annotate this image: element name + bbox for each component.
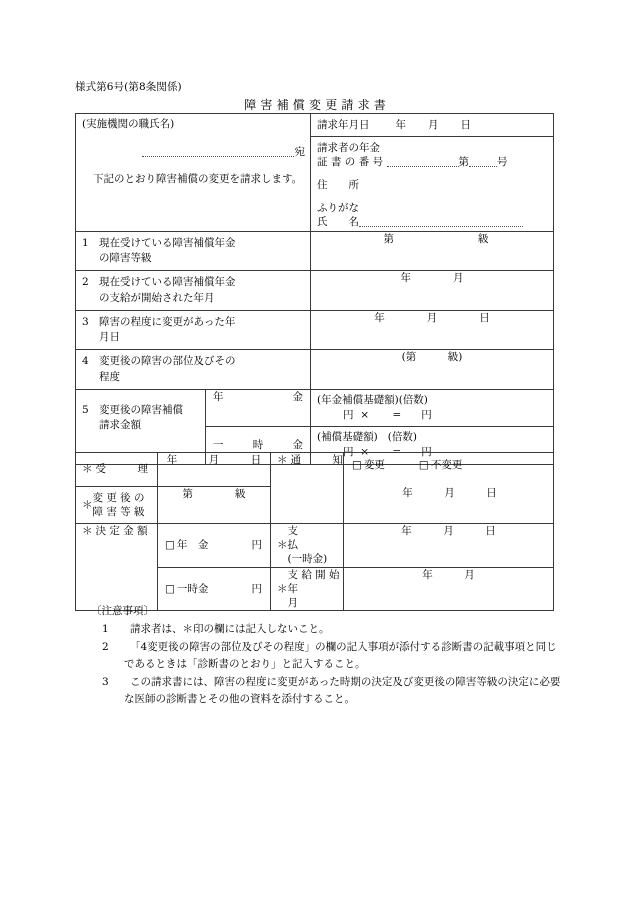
receipt-label-text: 受 理 — [95, 463, 148, 476]
table-row — [76, 524, 554, 568]
notes-section — [75, 603, 565, 708]
decision-pension-unit: 円 — [251, 539, 262, 552]
item-4-value: (第 級) — [401, 351, 463, 364]
decision-lumpsum-label: 一時金 — [176, 582, 209, 595]
addressee-dotted-line[interactable] — [142, 145, 294, 157]
decision-pension-cell[interactable] — [158, 524, 271, 568]
lumpsum-base-label: (補償基礎額) — [317, 431, 378, 444]
item-4-label-text — [76, 350, 310, 388]
asterisk-mark: ＊ — [82, 463, 93, 476]
item-3-number: 3 — [82, 315, 89, 328]
notice-change-option[interactable] — [352, 459, 385, 471]
request-date-cell — [311, 114, 554, 137]
grade-label-line1: 変 更 後 の — [92, 491, 145, 504]
item-1-label — [76, 232, 311, 271]
item-4-value-cell[interactable] — [311, 350, 554, 389]
item-5-line1: 変更後の障害補償 — [99, 403, 183, 416]
certificate-number-line — [317, 155, 548, 169]
item-2-label — [76, 271, 311, 310]
payment-date-value: 年 月 日 — [401, 525, 496, 537]
item-5-number: 5 — [82, 403, 89, 416]
item-3-value-cell[interactable] — [311, 310, 554, 349]
agency-label: (実施機関の職氏名) — [82, 118, 175, 130]
asterisk-mark: ＊ — [277, 454, 288, 466]
lumpsum-times: × — [360, 446, 369, 459]
request-date-label: 請求年月日 — [317, 119, 370, 131]
notice-label-cell — [271, 453, 344, 524]
asterisk-mark: ＊ — [277, 539, 288, 552]
item-3-line1: 障害の程度に変更があった年 — [99, 315, 236, 328]
notice-value-cell[interactable] — [344, 453, 554, 524]
note-2-text: 「4変更後の障害の部位及びその程度」の欄の記入事項が添付する診断書の記載事項と同じであるときは「診断書のとおり」と記入すること。 — [124, 641, 557, 670]
item-5-line2: 請求金額 — [99, 419, 141, 431]
item-1-value: 第 級 — [383, 233, 489, 246]
certificate-number-input[interactable] — [387, 155, 459, 167]
pension-yen-1: 円 — [343, 409, 354, 421]
receipt-label-cell — [76, 453, 158, 487]
notice-date-value: 年 月 日 — [402, 486, 497, 499]
office-use-table — [75, 452, 554, 611]
pension-formula — [317, 408, 547, 423]
item-4-line1: 変更後の障害の部位及びその — [99, 355, 236, 368]
furigana-label: ふりがな — [317, 201, 359, 214]
item-5-pension-kind — [206, 389, 311, 426]
decision-label — [76, 524, 157, 538]
name-line — [317, 215, 548, 229]
lumpsum-formula-head — [317, 430, 547, 445]
year-unit: 年 — [395, 119, 406, 131]
claimant-info-block — [311, 137, 553, 231]
item-2-label-text — [76, 271, 310, 309]
lumpsum-yen-2: 円 — [421, 446, 432, 459]
item-1-value-cell[interactable] — [311, 232, 554, 271]
month-unit: 月 — [428, 119, 439, 131]
table-row — [76, 271, 554, 310]
decision-pension-row — [158, 524, 270, 567]
table-row — [76, 114, 554, 137]
notice-label-text: 通 知 — [290, 454, 343, 466]
table-row — [76, 389, 554, 426]
addressee-suffix: 宛 — [294, 146, 305, 159]
addressee-line — [82, 145, 305, 159]
note-item — [102, 621, 565, 638]
payment-label-line1: 支 払 — [287, 525, 330, 552]
checkbox-icon: □ — [165, 539, 175, 552]
pension-kind-left: 年 — [213, 390, 224, 403]
decision-lumpsum-unit: 円 — [251, 582, 262, 595]
certificate-dai: 第 — [458, 156, 469, 169]
item-4-number: 4 — [82, 355, 89, 368]
receipt-date-cell[interactable] — [158, 453, 271, 487]
certificate-gou: 号 — [497, 156, 508, 169]
checkbox-icon: □ — [165, 582, 175, 595]
notice-change-label: 変更 — [363, 459, 385, 471]
lumpsum-mult-label: (倍数) — [387, 431, 417, 444]
item-4-label — [76, 350, 311, 389]
certificate-label-line1: 請求者の年金 — [317, 142, 380, 155]
note-1-text: 請求者は、＊印の欄には記入しないこと。 — [130, 623, 330, 635]
lumpsum-yen-1: 円 — [343, 446, 354, 459]
item-1-label-text — [76, 232, 310, 270]
request-statement: 下記のとおり障害補償の変更を請求します。 — [93, 173, 303, 186]
item-3-label — [76, 310, 311, 349]
certificate-label-line2: 証書の番号 — [317, 156, 387, 169]
notice-options — [344, 453, 553, 508]
addressee-cell — [76, 114, 311, 232]
item-2-line1: 現在受けている障害補償年金 — [99, 276, 236, 289]
payment-date-cell[interactable] — [344, 524, 554, 568]
grade-label-cell — [76, 487, 158, 524]
lumpsum-kind-mid: 時 — [252, 439, 264, 452]
notes-title: 〔注意事項〕 — [91, 605, 154, 617]
item-2-value: 年 月 — [400, 272, 464, 285]
checkbox-icon: □ — [352, 459, 362, 471]
notice-nochange-label: 不変更 — [430, 459, 463, 471]
item-5-label-text — [76, 390, 205, 437]
lumpsum-kind-right: 金 — [292, 439, 303, 452]
lumpsum-kind-left: 一 — [213, 439, 224, 452]
address-label: 住 所 — [317, 178, 359, 191]
receipt-label — [76, 453, 157, 486]
table-row — [76, 310, 554, 349]
decision-label-cell — [76, 524, 158, 611]
grade-label-line2: 障 害 等 級 — [92, 506, 145, 518]
decision-pension-label: 年 金 — [176, 539, 209, 552]
item-3-value: 年 月 日 — [374, 311, 490, 324]
form-number: 様式第6号(第8条関係) — [75, 81, 182, 93]
grade-value-cell[interactable] — [158, 487, 271, 524]
decision-label-text: 決 定 金 額 — [95, 525, 148, 537]
note-3-text: この請求書には、障害の程度に変更があった時期の決定及び変更後の障害等級の決定に必要な医師の診断書とその他の資料を添付すること。 — [124, 676, 561, 705]
start-label-line1: 支 給 開 始 — [287, 568, 340, 581]
table-row — [76, 350, 554, 389]
payment-label-line2: (一時金) — [287, 553, 328, 566]
pension-yen-2: 円 — [421, 409, 432, 421]
note-item — [102, 639, 565, 673]
asterisk-mark: ＊ — [277, 582, 288, 595]
pension-equals: = — [392, 409, 402, 421]
item-2-number: 2 — [82, 276, 89, 289]
pension-kind-label — [206, 390, 310, 404]
certificate-sub-input[interactable] — [469, 155, 497, 167]
note-item — [102, 674, 565, 708]
table-row — [76, 453, 554, 487]
notice-label — [271, 453, 343, 467]
item-4-line2: 程度 — [99, 370, 120, 383]
request-date-line — [311, 114, 553, 136]
note-2-number: 2 — [102, 641, 109, 653]
table-row — [76, 232, 554, 271]
pension-kind-right: 金 — [292, 390, 303, 403]
item-2-line2: の支給が開始された年月 — [99, 291, 215, 304]
start-date-value: 年 月 — [422, 568, 475, 581]
item-1-line2: の障害等級 — [99, 252, 152, 265]
pension-times: × — [360, 409, 369, 421]
item-5-pension-amount-cell[interactable] — [311, 389, 554, 426]
item-1-number: 1 — [82, 237, 89, 250]
asterisk-mark: ＊ — [82, 498, 93, 511]
notice-nochange-option[interactable] — [419, 459, 462, 471]
name-label: 氏 名 — [317, 215, 359, 228]
start-label-line2: 年 月 — [287, 582, 340, 609]
note-1-number: 1 — [102, 623, 109, 635]
pension-formula-head: (年金補償基礎額)(倍数) — [317, 393, 428, 406]
item-2-value-cell[interactable] — [311, 271, 554, 310]
name-input[interactable] — [359, 215, 523, 227]
document-title: 障害補償変更請求書 — [244, 98, 390, 112]
item-1-line1: 現在受けている障害補償年金 — [99, 237, 236, 250]
checkbox-icon: □ — [418, 459, 429, 471]
item-3-label-text — [76, 311, 310, 349]
note-3-number: 3 — [102, 676, 109, 688]
claim-main-table — [75, 113, 554, 465]
grade-label — [76, 487, 157, 523]
item-3-line2: 月日 — [99, 331, 120, 344]
lumpsum-equals: = — [392, 446, 402, 459]
day-unit: 日 — [460, 119, 471, 131]
payment-label — [271, 524, 343, 567]
asterisk-mark: ＊ — [82, 525, 93, 537]
receipt-date-value: 年 月 日 — [166, 454, 262, 466]
grade-value: 第 級 — [182, 488, 246, 500]
claimant-info-cell — [311, 137, 554, 232]
pension-amount-block — [311, 390, 553, 426]
payment-label-cell — [271, 524, 344, 568]
